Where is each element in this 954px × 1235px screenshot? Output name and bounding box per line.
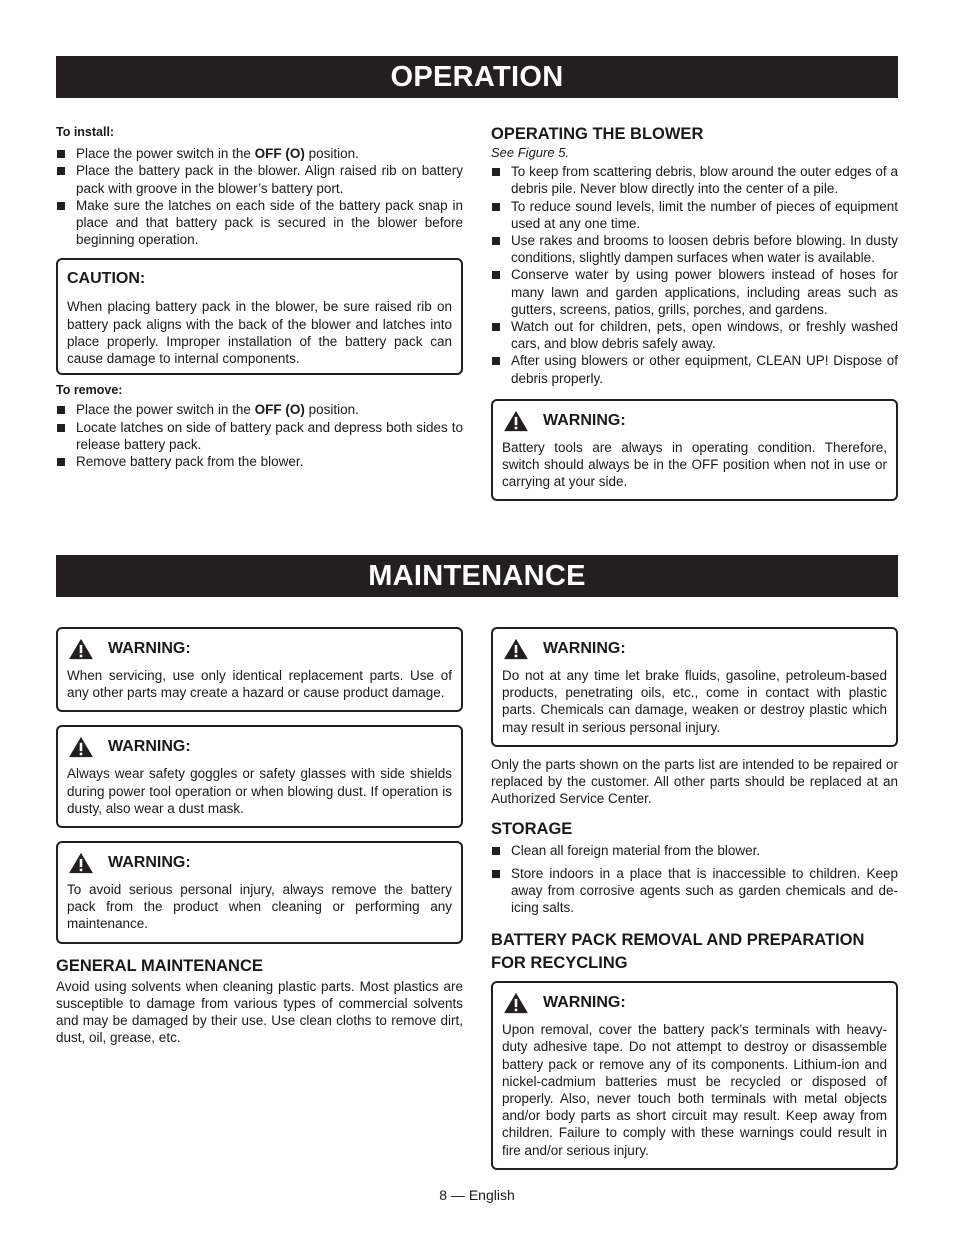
list-item: To reduce sound levels, limit the number of pieces of equipment used at any one time. — [491, 198, 898, 232]
remove-list — [56, 401, 463, 470]
list-item: Remove battery pack from the blower. — [56, 453, 463, 470]
warning-box-remove-battery — [56, 841, 463, 944]
list-item: Use rakes and brooms to loosen debris before blowing. In dusty conditions, slightly dampen surfaces when water is available. — [491, 232, 898, 266]
warning-triangle-icon — [67, 852, 95, 874]
warning-body: Do not at any time let brake fluids, gasoline, petroleum-based products, penetrating oils, etc., come in contact with plastic parts. Chemicals can damage, weaken or destroy plastic which may result in serious personal injury. — [502, 668, 887, 735]
list-item: Watch out for children, pets, open windows, or freshly washed cars, and blow debris safely away. — [491, 318, 898, 352]
warning-triangle-icon — [502, 638, 530, 660]
square-bullet-icon — [492, 323, 500, 331]
general-maintenance-body: Avoid using solvents when cleaning plastic parts. Most plastics are susceptible to damage from various types of commercial solvents and may be damaged by their use. Use clean cloths to remove dirt, dust, oil, grease, etc. — [56, 978, 463, 1046]
warning-box-fluids — [491, 627, 898, 747]
list-item: Make sure the latches on each side of the battery pack snap in place and that battery pack is secured in the blower before beginning operation. — [56, 197, 463, 249]
square-bullet-icon — [57, 150, 65, 158]
operation-banner: OPERATION — [56, 56, 898, 98]
warning-box-recycling — [491, 981, 898, 1170]
storage-list — [491, 842, 898, 916]
warning-body: Upon removal, cover the battery pack’s terminals with heavy-duty adhesive tape. Do not attempt to destroy or disassemble battery pack or remove any of its components. Lithium-ion and nickel-cadmium batteries must be recycled or disposed of properly. Also, never touch both terminals with metal objects and/or body parts as short circuit may result. Keep away from children. Failure to comply with these warnings could result in fire and/or serious injury. — [502, 1022, 887, 1158]
warning-box-replacement-parts — [56, 627, 463, 712]
list-item: To keep from scattering debris, blow around the outer edges of a debris pile. Never blow directly into the center of a pile. — [491, 163, 898, 197]
warning-box-safety-goggles — [56, 725, 463, 828]
square-bullet-icon — [492, 870, 500, 878]
square-bullet-icon — [57, 458, 65, 466]
list-item: Place the power switch in the OFF (O) position. — [56, 145, 463, 162]
list-item: Locate latches on side of battery pack and depress both sides to release battery pack. — [56, 419, 463, 453]
list-item: Place the power switch in the OFF (O) position. — [56, 401, 463, 418]
operating-title: OPERATING THE BLOWER — [491, 125, 704, 143]
warning-body: Always wear safety goggles or safety glasses with side shields during power tool operation or when blowing dust. If operation is dusty, also wear a dust mask. — [67, 766, 452, 816]
warning-title: WARNING: — [108, 854, 191, 872]
warning-triangle-icon — [67, 638, 95, 660]
warning-title: WARNING: — [543, 640, 626, 657]
list-item: After using blowers or other equipment, CLEAN UP! Dispose of debris properly. — [491, 352, 898, 386]
storage-title: STORAGE — [491, 820, 573, 839]
page-footer: 8 — English — [439, 1187, 515, 1203]
warning-triangle-icon — [502, 992, 530, 1014]
warning-body: When servicing, use only identical replacement parts. Use of any other parts may create a hazard or cause product damage. — [67, 668, 452, 701]
square-bullet-icon — [57, 202, 65, 210]
square-bullet-icon — [57, 424, 65, 432]
warning-body: To avoid serious personal injury, always remove the battery pack from the product when cleaning or performing any maintenance. — [67, 882, 452, 932]
list-item: Conserve water by using power blowers instead of hoses for many lawn and garden applications, including areas such as gutters, screens, patios, grills, porches, and gardens. — [491, 266, 898, 318]
parts-note: Only the parts shown on the parts list are intended to be repaired or replaced by the customer. All other parts should be replaced at an Authorized Service Center. — [491, 756, 898, 807]
warning-title: WARNING: — [543, 994, 626, 1012]
warning-triangle-icon — [502, 410, 530, 432]
list-item: Clean all foreign material from the blower. — [491, 842, 898, 859]
caution-box — [56, 258, 463, 375]
warning-box-operation — [491, 399, 898, 502]
maintenance-banner: MAINTENANCE — [56, 555, 898, 597]
warning-title: WARNING: — [543, 411, 626, 429]
warning-title: WARNING: — [108, 738, 191, 756]
list-item: Place the battery pack in the blower. Align raised rib on battery pack with groove in the blower’s battery port. — [56, 162, 463, 196]
square-bullet-icon — [57, 406, 65, 414]
list-item: Store indoors in a place that is inaccessible to children. Keep away from corrosive agents such as garden chemicals and de-icing salts. — [491, 865, 898, 917]
warning-body: Battery tools are always in operating condition. Therefore, switch should always be in the OFF position when not in use or carrying at your side. — [502, 439, 887, 490]
operation-left-column — [56, 124, 463, 470]
figure-reference: See Figure 5. — [491, 145, 570, 160]
maintenance-right-column — [491, 627, 898, 1170]
install-list — [56, 145, 463, 248]
caution-body: When placing battery pack in the blower, be sure raised rib on battery pack aligns with the back of the blower and latches into place properly. Improper installation of the battery pack can cause damage to internal components. — [67, 299, 452, 367]
operation-right-column — [491, 124, 898, 501]
maintenance-left-column — [56, 627, 463, 1046]
general-maintenance-title: GENERAL MAINTENANCE — [56, 956, 263, 975]
square-bullet-icon — [492, 271, 500, 279]
install-label: To install: — [56, 125, 115, 139]
square-bullet-icon — [492, 168, 500, 176]
square-bullet-icon — [492, 357, 500, 365]
operating-list — [491, 163, 898, 387]
warning-title: WARNING: — [108, 640, 191, 657]
remove-label: To remove: — [56, 383, 123, 398]
square-bullet-icon — [492, 203, 500, 211]
square-bullet-icon — [492, 847, 500, 855]
caution-title: CAUTION: — [67, 270, 146, 288]
warning-triangle-icon — [67, 736, 95, 758]
square-bullet-icon — [57, 167, 65, 175]
square-bullet-icon — [492, 237, 500, 245]
battery-recycling-title: BATTERY PACK REMOVAL AND PREPARATION FOR RECYCLING — [491, 931, 865, 973]
